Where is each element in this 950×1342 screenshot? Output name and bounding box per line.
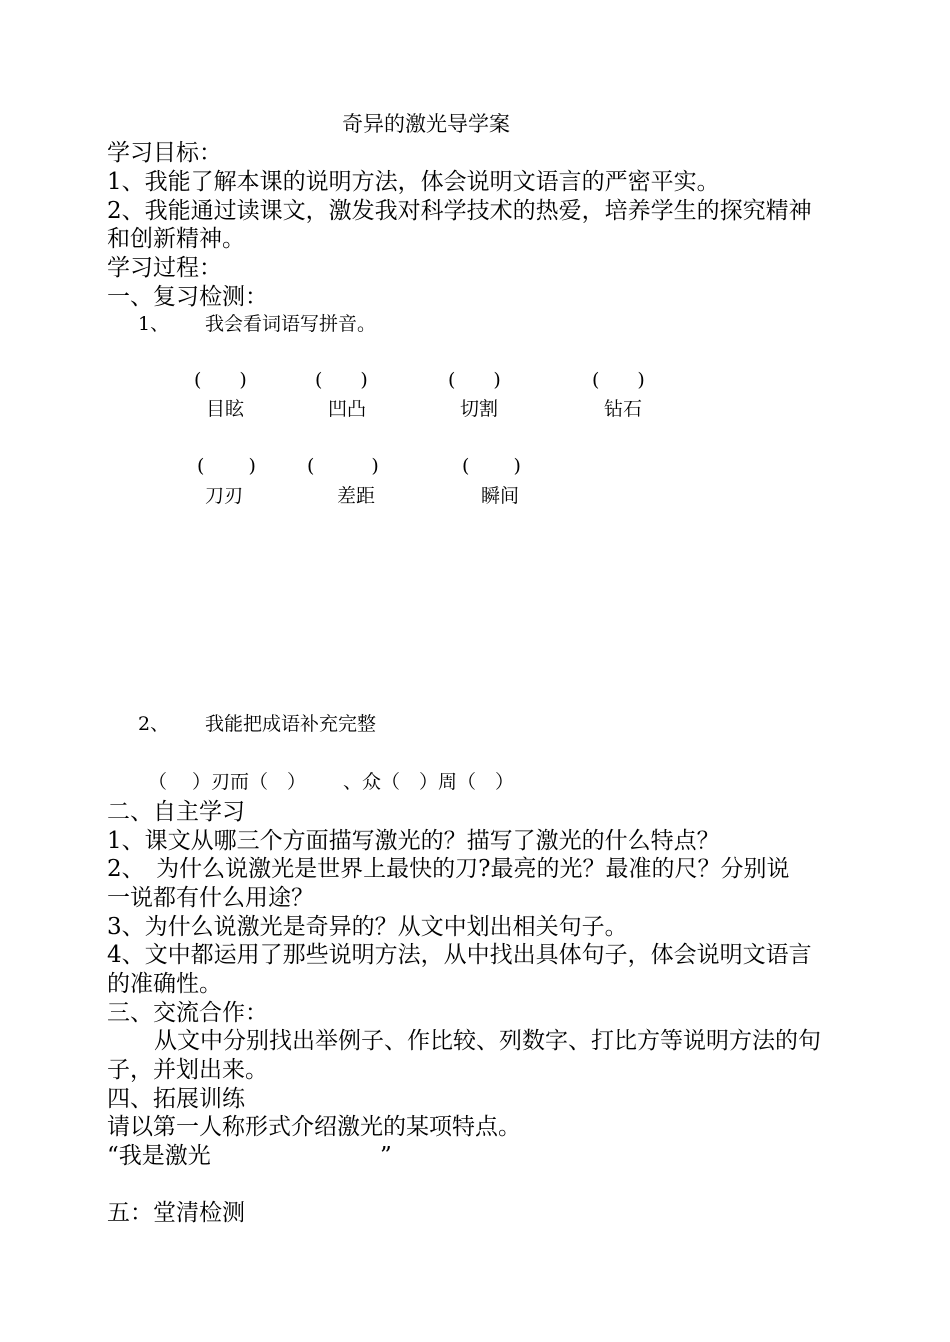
word-7: 瞬间 [481,485,520,507]
pinyin-blank-6[interactable]: ( ) [307,455,379,477]
section-5-heading: 五：堂清检测 [107,1200,245,1226]
section-3-line-1: 从文中分别找出举例子、作比较、列数字、打比方等说明方法的句 [154,1028,821,1054]
section-4-prompt: 请以第一人称形式介绍激光的某项特点。 [107,1114,521,1140]
pinyin-blank-3[interactable]: ( ) [448,369,501,391]
question-1: 1、课文从哪三个方面描写激光的？描写了激光的什么特点？ [107,828,720,854]
section-1-heading: 一、复习检测： [107,284,268,310]
quote-close: ” [380,1143,392,1169]
idiom-1[interactable]: （ ）刃而（ ） [148,771,307,793]
goal-item-1: 1、我能了解本课的说明方法，体会说明文语言的严密平实。 [107,169,720,195]
word-3: 切割 [460,398,499,420]
pinyin-blank-2[interactable]: ( ) [315,369,368,391]
word-2: 凹凸 [328,398,367,420]
question-4-line-1: 4、文中都运用了那些说明方法，从中找出具体句子，体会说明文语言 [107,942,812,968]
process-heading: 学习过程： [107,255,222,281]
section-2-heading: 二、自主学习 [107,799,245,825]
word-6: 差距 [337,485,376,507]
task-1-number: 1、 [138,313,170,335]
word-1: 目眩 [206,398,245,420]
pinyin-blank-1[interactable]: ( ) [194,369,247,391]
word-5: 刀刃 [205,485,244,507]
pinyin-blank-4[interactable]: ( ) [592,369,645,391]
pinyin-blank-5[interactable]: ( ) [197,455,256,477]
question-2-line-1: 2、 为什么说激光是世界上最快的刀?最亮的光？最准的尺？分别说 [107,856,790,882]
goals-heading: 学习目标： [107,140,222,166]
idiom-2[interactable]: 、众（ ）周（ ） [343,771,515,793]
section-3-line-2: 子，并划出来。 [107,1057,268,1083]
task-1-text: 我会看词语写拼音。 [205,313,377,335]
goal-item-2-line-1: 2、我能通过读课文，激发我对科学技术的热爱，培养学生的探究精神 [107,198,812,224]
word-4: 钻石 [604,398,643,420]
question-3: 3、为什么说激光是奇异的？从文中划出相关句子。 [107,914,628,940]
document-title: 奇异的激光导学案 [342,112,510,136]
section-4-heading: 四、拓展训练 [107,1086,245,1112]
goal-item-2-line-2: 和创新精神。 [107,226,245,252]
section-3-heading: 三、交流合作： [107,1000,268,1026]
task-2-text: 我能把成语补充完整 [205,713,377,735]
quote-open: “我是激光 [107,1143,211,1169]
pinyin-blank-7[interactable]: ( ) [462,455,521,477]
question-4-line-2: 的准确性。 [107,971,222,997]
question-2-line-2: 一说都有什么用途？ [107,885,314,911]
task-2-number: 2、 [138,713,170,735]
